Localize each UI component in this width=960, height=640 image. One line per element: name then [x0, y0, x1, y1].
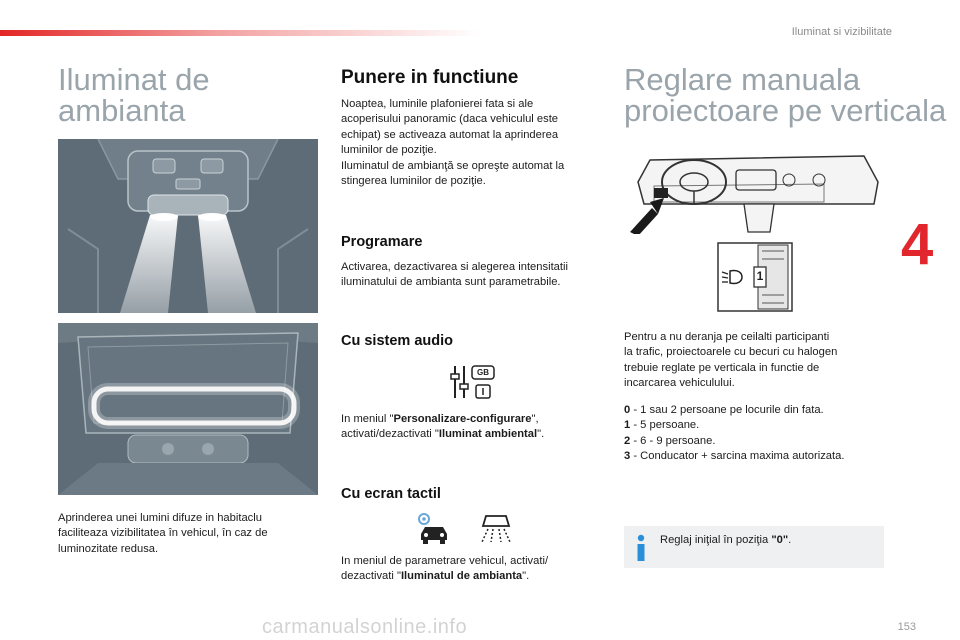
position-item	[624, 449, 844, 464]
left-caption-line2: faciliteaza vizibilitatea în vehicul, în caz de	[58, 527, 268, 540]
position-text: - 1 sau 2 persoane pe locurile din fata.	[630, 404, 824, 416]
audio-option-name: Iluminat ambiental	[438, 428, 538, 441]
chapter-number: 4	[901, 212, 934, 277]
punere-line: echipat) se activeaza automat la aprinderea	[341, 128, 559, 141]
heading-punere-in-functiune: Punere in functiune	[341, 67, 519, 88]
right-title-line2: proiectoare pe verticala	[624, 93, 947, 128]
heading-programare: Programare	[341, 234, 423, 250]
audio-line2-post: ".	[537, 428, 545, 441]
audio-menu-name: Personalizare-configurare	[393, 413, 532, 425]
punere-line: acoperisului panoramic (daca vehiculul este	[341, 113, 559, 126]
punere-line: Iluminatul de ambianţă se opreşte automat la	[341, 159, 565, 172]
note-post: .	[788, 534, 792, 546]
info-note-text	[660, 534, 791, 546]
panoramic-roof-photo	[58, 323, 318, 495]
info-icon	[634, 534, 648, 562]
position-number: 1	[624, 419, 631, 432]
right-intro-line: trebuie reglate pe verticala in functie de	[624, 361, 820, 374]
gb-label: GB	[477, 368, 489, 377]
left-title-line1: Iluminat de	[58, 62, 210, 97]
ceiling-light-photo	[58, 139, 318, 313]
dashboard-illustration	[624, 152, 888, 234]
position-list	[624, 403, 844, 465]
punere-paragraph	[341, 97, 564, 189]
position-text: - 5 persoane.	[630, 419, 700, 432]
right-intro-line: incarcarea vehiculului.	[624, 377, 735, 390]
punere-line: stingerea luminilor de poziţie.	[341, 175, 486, 188]
section-title: Iluminat si vizibilitate	[791, 26, 892, 38]
position-text: - Conducator + sarcina maxima autorizata.	[630, 450, 845, 463]
page-number: 153	[897, 621, 916, 633]
ecran-line2-post: ".	[522, 570, 530, 583]
left-caption-line3: luminozitate redusa.	[58, 542, 159, 555]
left-caption-line1: Aprinderea unei lumini difuze in habitaclu	[58, 512, 262, 524]
ecran-line2	[341, 569, 548, 584]
position-item	[624, 434, 844, 449]
position-number: 0	[624, 404, 631, 416]
ecran-option-name: Iluminatul de ambianta	[400, 570, 523, 583]
note-pre: Reglaj iniţial în poziţia	[660, 534, 772, 546]
position-item	[624, 403, 844, 418]
left-title-line2: ambianta	[58, 93, 186, 128]
note-value: "0"	[771, 534, 789, 546]
audio-line1-post: ",	[531, 413, 539, 425]
position-item	[624, 418, 844, 433]
watermark-text: carmanualsonline.info	[262, 616, 468, 638]
right-intro-paragraph	[624, 330, 837, 392]
vehicle-settings-icon	[415, 510, 453, 546]
audio-paragraph	[341, 412, 544, 443]
ecran-paragraph	[341, 554, 548, 585]
header-accent-bar	[0, 30, 480, 36]
programare-paragraph	[341, 260, 568, 291]
right-title-line1: Reglare manuala	[624, 62, 861, 97]
ecran-line1: In meniul de parametrare vehicul, activati/	[341, 555, 549, 567]
audio-line2	[341, 427, 544, 442]
audio-settings-icon	[449, 362, 499, 402]
left-title	[58, 64, 210, 126]
audio-line1-pre: In meniul "	[341, 413, 394, 425]
programare-line: iluminatului de ambianta sunt parametrabile.	[341, 276, 561, 289]
left-caption	[58, 511, 268, 557]
ceiling-light-illustration	[58, 139, 318, 313]
punere-line: luminilor de poziţie.	[341, 144, 437, 157]
audio-line1	[341, 412, 544, 427]
heading-cu-ecran-tactil: Cu ecran tactil	[341, 486, 441, 502]
position-number: 2	[624, 434, 631, 447]
panoramic-roof-illustration	[58, 323, 318, 495]
headlamp-adjust-knob-illustration	[716, 241, 794, 313]
audio-line2-pre: activati/dezactivati "	[341, 428, 439, 441]
ecran-line2-pre: dezactivati "	[341, 570, 401, 583]
position-number: 3	[624, 450, 631, 463]
right-intro-line: Pentru a nu deranja pe ceilalti participanti	[624, 331, 830, 343]
ambient-light-icon	[476, 510, 516, 546]
right-intro-line: la trafic, proiectoarele cu becuri cu halogen	[624, 346, 838, 359]
heading-cu-sistem-audio: Cu sistem audio	[341, 333, 453, 349]
position-text: - 6 - 9 persoane.	[630, 434, 716, 447]
info-note-box	[624, 526, 884, 568]
knob-position-label: 1	[756, 269, 764, 283]
right-title	[624, 64, 946, 126]
punere-line: Noaptea, luminile plafonierei fata si ale	[341, 98, 534, 110]
programare-line: Activarea, dezactivarea si alegerea intensitatii	[341, 261, 568, 273]
